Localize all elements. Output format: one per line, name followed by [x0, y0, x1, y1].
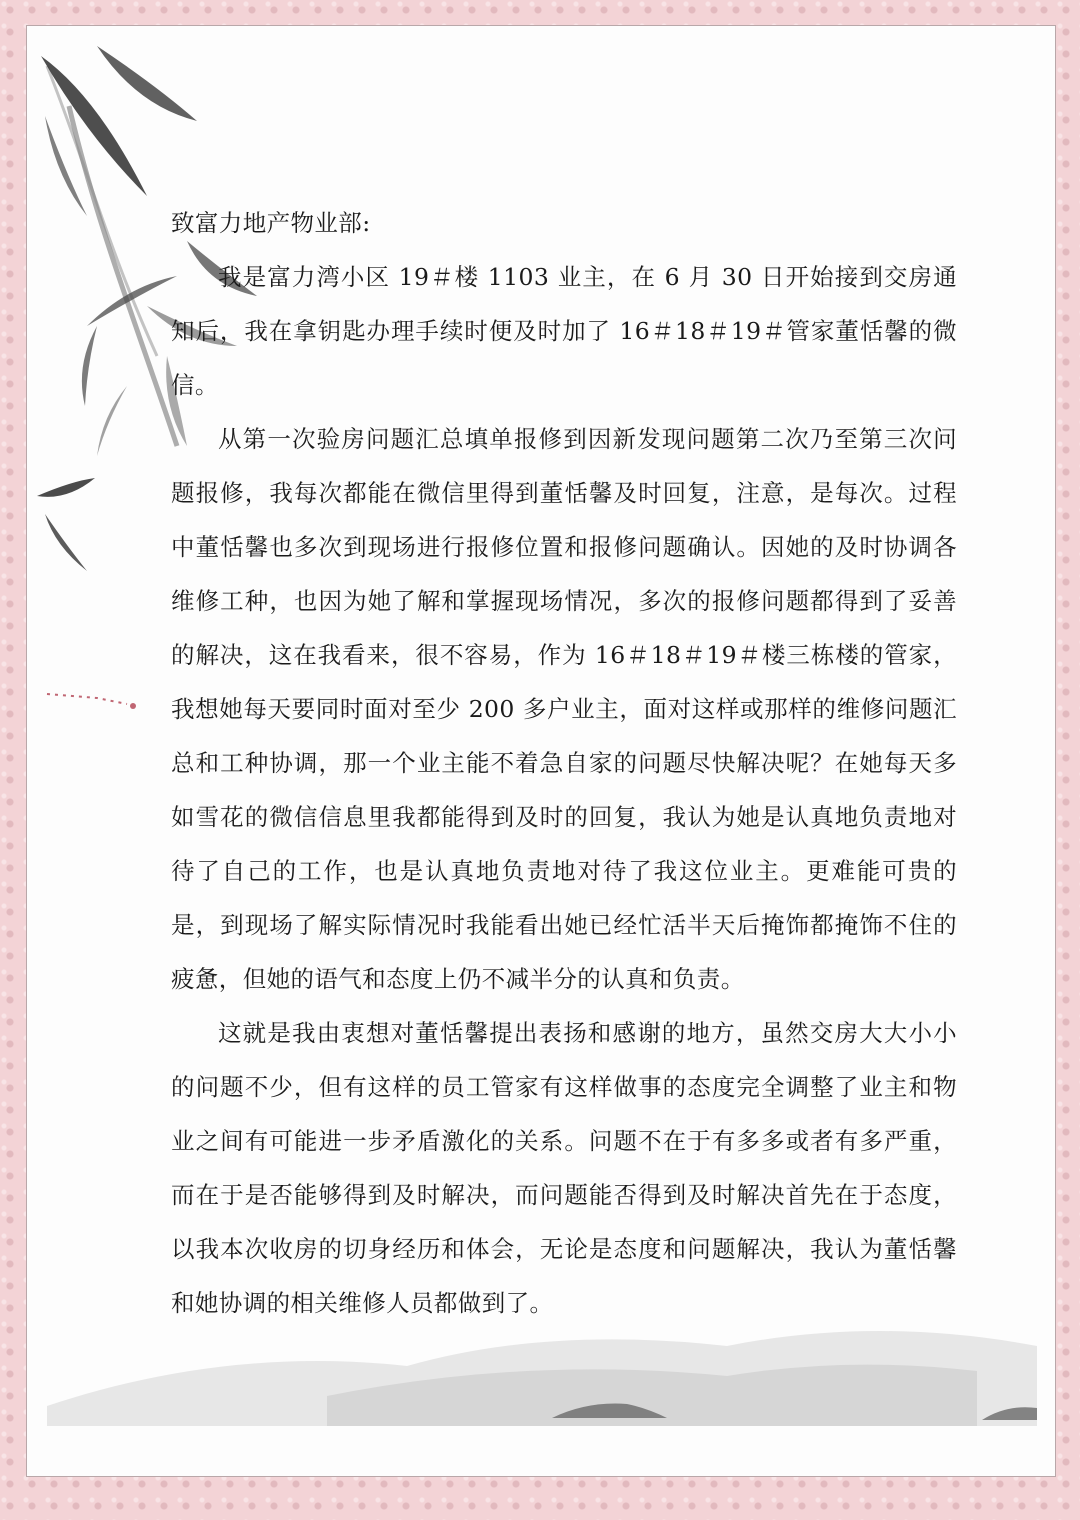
- paragraph-3: 这就是我由衷想对董恬馨提出表扬和感谢的地方，虽然交房大大小小的问题不少，但有这样的员工管家有这样做事的态度完全调整了业主和物业之间有可能进一步矛盾激化的关系。问题不在于有多多或者有多严重，而在于是否能够得到及时解决，而问题能否得到及时解决首先在于态度，以我本次收房的切身经历和体会，无论是态度和问题解决，我认为董恬馨和她协调的相关维修人员都做到了。: [171, 1019, 957, 1317]
- paragraph-2: 从第一次验房问题汇总填单报修到因新发现问题第二次乃至第三次问题报修，我每次都能在微信里得到董恬馨及时回复，注意，是每次。过程中董恬馨也多次到现场进行报修位置和报修问题确认。因她的及时协调各维修工种，也因为她了解和掌握现场情况，多次的报修问题都得到了妥善的解决，这在我看来，很不容易，作为 16＃18＃19＃楼三栋楼的管家，我想她每天要同时面对至少 200 多户业主，面对这样或那样的维修问题汇总和工种协调，那一个业主能不着急自家的问题尽快解决呢？在她每天多如雪花的微信信息里我都能得到及时的回复，我认为她是认真地负责地对待了自己的工作，也是认真地负责地对待了我这位业主。更难能可贵的是，到现场了解实际情况时我能看出她已经忙活半天后掩饰都掩饰不住的疲惫，但她的语气和态度上仍不减半分的认真和负责。: [171, 425, 957, 993]
- salutation: 致富力地产物业部:: [171, 209, 371, 237]
- paragraph-1: 我是富力湾小区 19＃楼 1103 业主，在 6 月 30 日开始接到交房通知后，我在拿钥匙办理手续时便及时加了 16＃18＃19＃管家董恬馨的微信。: [171, 263, 957, 399]
- letter-paper: [26, 25, 1056, 1477]
- letter-body: [171, 196, 957, 1330]
